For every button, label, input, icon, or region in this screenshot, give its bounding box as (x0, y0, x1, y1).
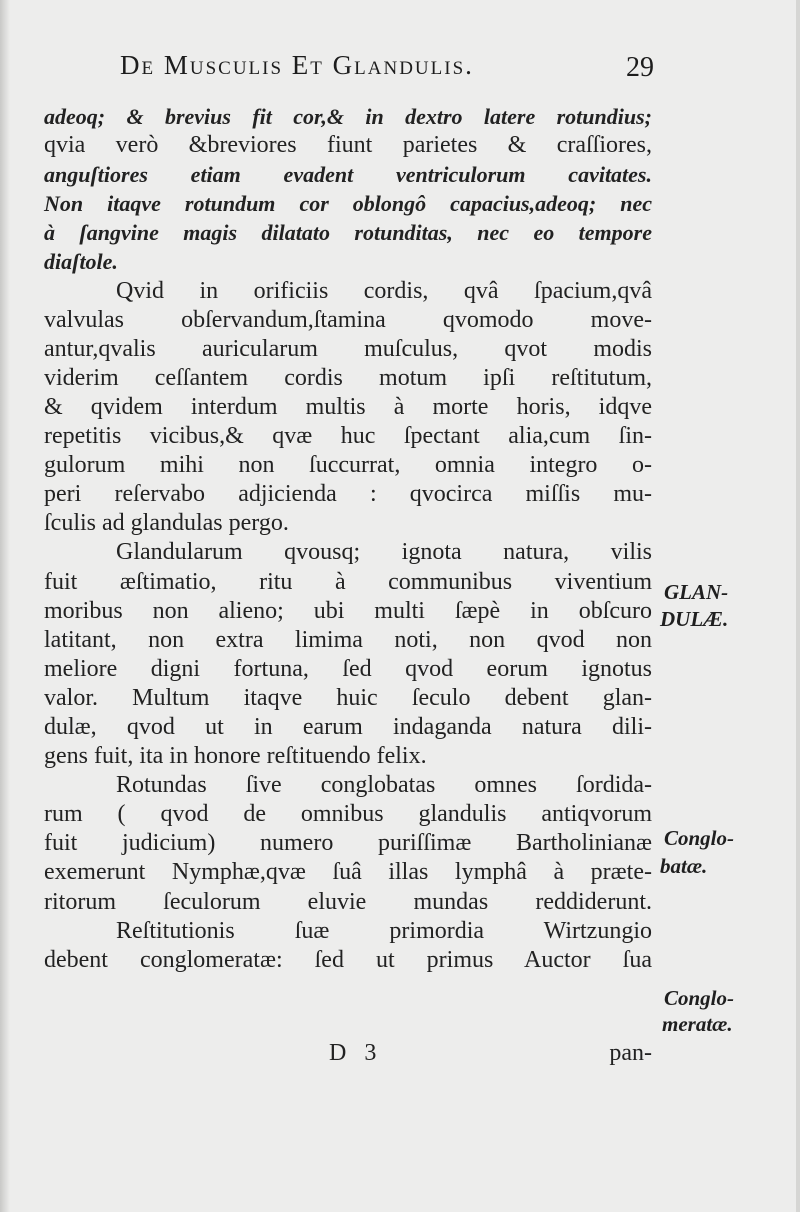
text-line: valor. Multum itaqve huic ſeculo debent glan- (44, 684, 652, 711)
text-line: valvulas obſervandum,ſtamina qvomodo move- (44, 306, 652, 333)
text-line: anguſtiores etiam evadent ventriculorum cavitates. (44, 162, 652, 188)
text-line: viderim ceſſantem cordis motum ipſi reſtitutum, (44, 364, 652, 391)
text-line: fuit æſtimatio, ritu à communibus viventium (44, 568, 652, 595)
text-line: dulæ, qvod ut in earum indaganda natura dili- (44, 713, 652, 740)
margin-note-glandulae-line1: GLAN- (664, 580, 729, 604)
margin-note-conglomeratae-line2: meratæ. (662, 1012, 733, 1036)
margin-note-conglobatae-line2: batæ. (660, 854, 708, 878)
text-line: Non itaqve rotundum cor oblongô capacius,adeoq; nec (44, 191, 652, 217)
text-line: moribus non alieno; ubi multi ſæpè in obſcuro (44, 597, 652, 624)
text-line: qvia verò &breviores fiunt parietes & craſſiores, (44, 132, 652, 159)
text-line: meliore digni fortuna, ſed qvod eorum ignotus (44, 655, 652, 682)
text-line: repetitis vicibus,& qvæ huc ſpectant alia,cum ſin- (44, 423, 652, 450)
margin-note-conglobatae-line1: Conglo- (664, 826, 735, 850)
margin-note-conglomeratae-line1: Conglo- (664, 986, 735, 1010)
page-right-edge (796, 0, 800, 1212)
text-line: ſculis ad glandulas pergo. (44, 510, 289, 537)
body-text (44, 102, 652, 975)
signature-mark: D 3 (329, 1040, 383, 1066)
text-line: ritorum ſeculorum eluvie mundas reddiderunt. (44, 888, 652, 915)
text-line: Glandularum qvousq; ignota natura, vilis (116, 539, 652, 566)
text-line: antur,qvalis auricularum muſculus, qvot modis (44, 335, 652, 362)
text-line: peri reſervabo adjicienda : qvocirca miſſis mu- (44, 481, 652, 508)
text-line: gulorum mihi non ſuccurrat, omnia integro o- (44, 452, 652, 479)
text-line: gens fuit, ita in honore reſtituendo felix. (44, 743, 427, 770)
page-left-edge-shadow (0, 0, 10, 1212)
margin-note-glandulae-line2: DULÆ. (660, 607, 729, 631)
text-line: latitant, non extra limima noti, non qvod non (44, 626, 652, 653)
page-footer (44, 1040, 652, 1072)
text-line: exemerunt Nymphæ,qvæ ſuâ illas lymphâ à præte- (44, 859, 652, 886)
text-line: à ſangvine magis dilatato rotunditas, nec eo tempore (44, 220, 652, 246)
text-line: Reſtitutionis ſuæ primordia Wirtzungio (116, 917, 652, 944)
catchword: pan- (609, 1040, 652, 1066)
text-line: Qvid in orificiis cordis, qvâ ſpacium,qvâ (116, 277, 652, 304)
page-header (120, 50, 660, 90)
text-line: diaſtole. (44, 249, 118, 275)
page-number: 29 (626, 52, 654, 83)
text-line: Rotundas ſive conglobatas omnes ſordida- (116, 772, 652, 799)
text-line: fuit judicium) numero puriſſimæ Bartholinianæ (44, 830, 652, 857)
text-line: debent conglomeratæ: ſed ut primus Auctor ſua (44, 946, 652, 973)
text-line: rum ( qvod de omnibus glandulis antiqvorum (44, 801, 652, 828)
running-title: De Musculis Et Glandulis. (120, 50, 474, 80)
text-line: & qvidem interdum multis à morte horis, idqve (44, 393, 652, 420)
text-line: adeoq; & brevius fit cor,& in dextro latere rotundius; (44, 104, 652, 129)
